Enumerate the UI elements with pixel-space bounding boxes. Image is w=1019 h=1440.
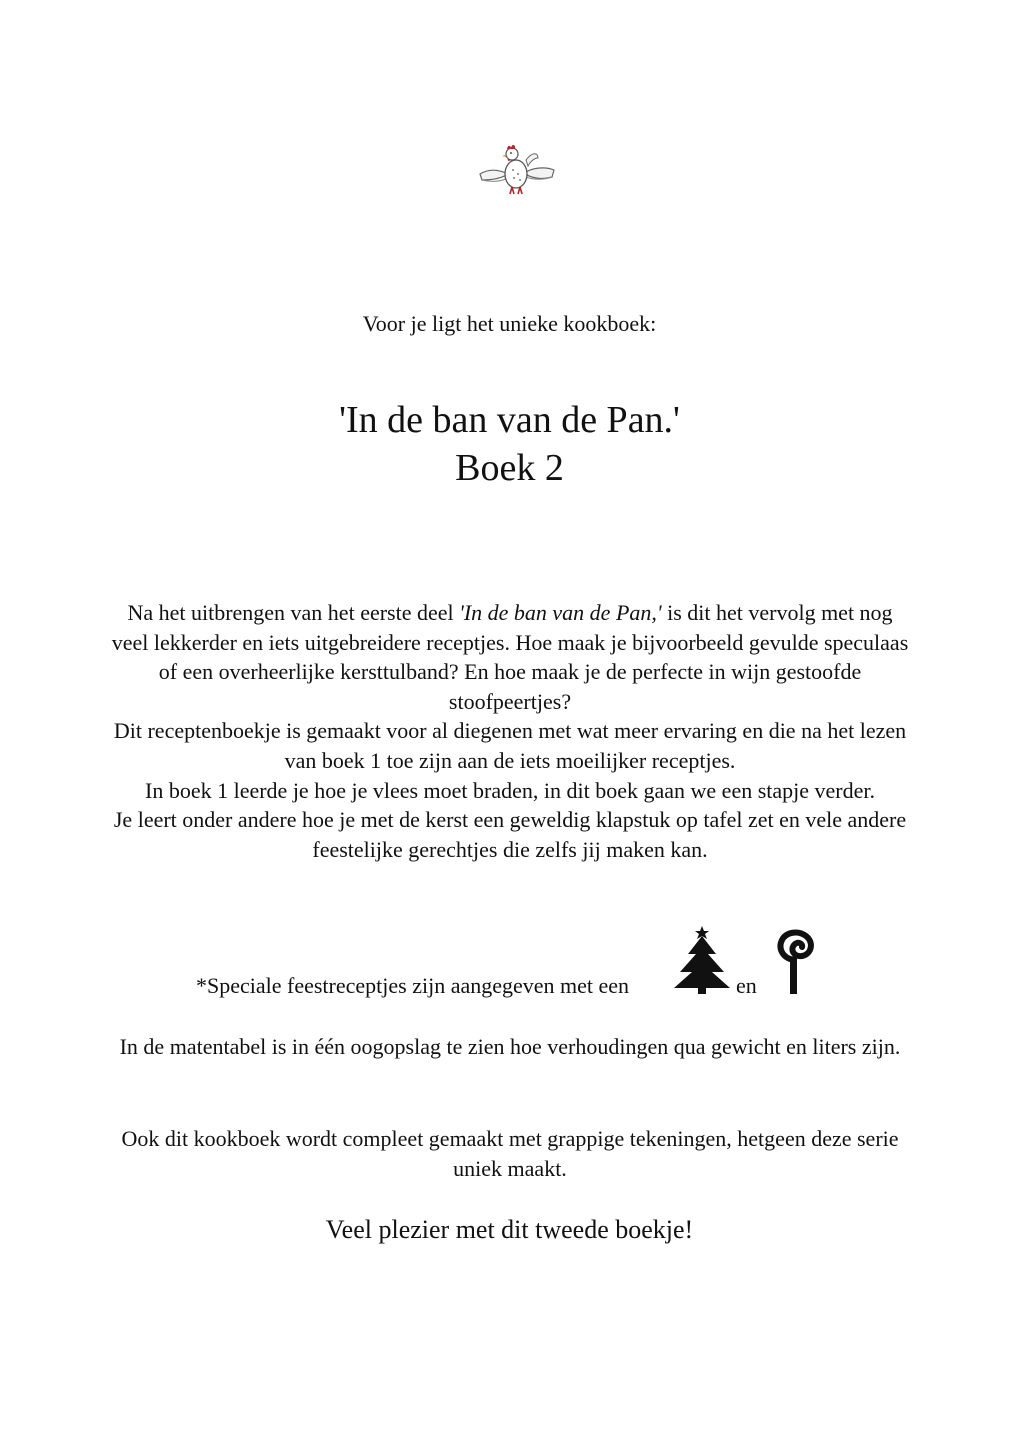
special-recipes-note (0, 926, 1019, 998)
intro-text: Voor je ligt het unieke kookboek: (362, 311, 657, 336)
description-paragraph: Dit receptenboekje is gemaakt voor al diegenen met wat meer ervaring en die na het lezen van boek 1 toe zijn aan de iets moeilijker receptjes. (113, 718, 907, 773)
description-paragraph: Je leert onder andere hoe je met de kerst een geweldig klapstuk op tafel zet en vele andere feestelijke gerechtjes die zelfs jij maken kan. (113, 807, 907, 862)
tekeningen-paragraph (110, 1124, 910, 1184)
title-line: 'In de ban van de Pan.' (339, 399, 680, 441)
closing-text: Veel plezier met dit tweede boekje! (325, 1215, 694, 1244)
description-paragraph (110, 598, 910, 716)
description-block (110, 598, 910, 864)
description-text: is dit het vervolg met nog veel lekkerder en iets uitgebreidere receptjes. Hoe maak je bijvoorbeeld gevulde speculaas of een overheerlijke kersttulband? En hoe maak je de perfecte in wijn gestoofde stoofpeertjes? (111, 600, 909, 714)
matentabel-text: In de matentabel is in één oogopslag te zien hoe verhoudingen qua gewicht en liters zijn. (119, 1034, 901, 1059)
joiner-text: en (736, 973, 757, 998)
bishop-staff-icon (772, 926, 818, 996)
subtitle-line: Boek 2 (455, 447, 564, 489)
book-reference: 'In de ban van de Pan,' (459, 600, 662, 625)
matentabel-paragraph (110, 1032, 910, 1062)
chicken-chef-logo (476, 140, 558, 200)
description-text: Na het uitbrengen van het eerste deel (127, 600, 460, 625)
special-text: *Speciale feestreceptjes zijn aangegeven met een (196, 973, 630, 998)
tekeningen-text: Ook dit kookboek wordt compleet gemaakt met grappige tekeningen, hetgeen deze serie uniek maakt. (121, 1126, 899, 1181)
christmas-tree-icon (672, 926, 732, 996)
book-title (0, 396, 1019, 492)
description-paragraph: In boek 1 leerde je hoe je vlees moet braden, in dit boek gaan we een stapje verder. (145, 777, 875, 803)
